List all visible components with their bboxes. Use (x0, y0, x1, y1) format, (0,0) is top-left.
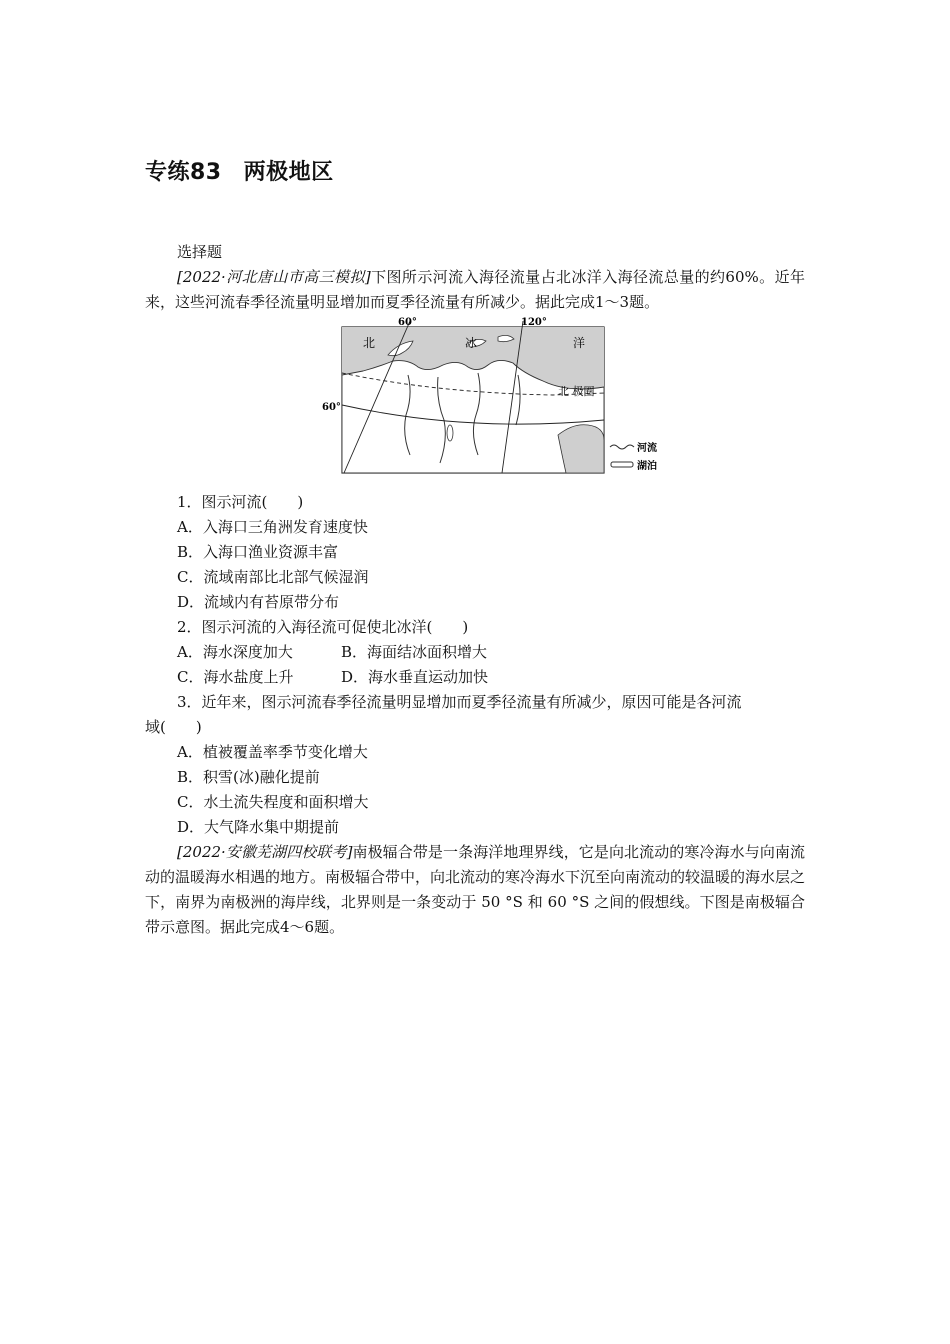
legend-river-symbol (610, 445, 634, 449)
q2-option-c: C．海水盐度上升 (177, 668, 294, 686)
question-2-stem: 2．图示河流的入海径流可促使北冰洋( ) (177, 618, 469, 636)
question-3-stem-line-1: 3．近年来，图示河流春季径流量明显增加而夏季径流量有所减少，原因可能是各河流 (177, 693, 742, 711)
section-label: 选择题 (177, 243, 223, 261)
q3-option-c: C．水土流失程度和面积增大 (177, 793, 369, 811)
q1-option-c: C．流域南部比北部气候湿润 (177, 568, 369, 586)
q3-option-b: B．积雪(冰)融化提前 (177, 768, 320, 786)
q2-option-b: B．海面结冰面积增大 (341, 643, 488, 661)
passage-1 (145, 265, 805, 315)
q3-option-a: A．植被覆盖率季节变化增大 (177, 743, 368, 761)
question-3-stem-line-2: 域( ) (145, 718, 202, 736)
ocean-label-3: 洋 (573, 336, 586, 350)
passage-2-source: [2022·安徽芜湖四校联考] (177, 843, 353, 861)
title-name: 两极地区 (243, 160, 334, 185)
ocean-label-2: 冰 (465, 336, 478, 350)
question-1-stem: 1．图示河流( ) (177, 493, 304, 511)
q2-options-row-2 (177, 665, 488, 690)
title-number: 专练83 (145, 160, 222, 185)
lat-label-60: 60° (322, 402, 341, 413)
q1-option-a: A．入海口三角洲发育速度快 (177, 518, 368, 536)
arctic-river-map (318, 315, 668, 480)
legend-lake-symbol (611, 462, 633, 467)
passage-2 (145, 840, 805, 940)
ocean-label-1: 北 (363, 336, 376, 350)
lon-label-60: 60° (398, 317, 417, 328)
legend-river-label: 河流 (637, 443, 657, 454)
passage-2-text: 南极辐合带是一条海洋地理界线，它是向北流动的寒冷海水与向南流动的温暖海水相遇的地方。南极辐合带中，向北流动的寒冷海水下沉至向南流动的较温暖的海水层之下，南界为南极洲的海岸线，北界则是一条变动于 50 °S 和 60 °S 之间的假想线。下图是南极辐合带示意图。据此完成4～6题。 (145, 843, 806, 936)
passage-1-source: [2022·河北唐山市高三模拟] (177, 268, 371, 286)
q1-option-d: D．流域内有苔原带分布 (177, 593, 340, 611)
map-svg (318, 315, 668, 480)
q3-option-d: D．大气降水集中期提前 (177, 818, 340, 836)
passage-1-text: 下图所示河流入海径流量占北冰洋入海径流总量的约60%。近年来，这些河流春季径流量明显增加而夏季径流量有所减少。据此完成1～3题。 (145, 268, 805, 311)
page-title (145, 155, 334, 186)
arctic-circle-label: 北 极圈 (558, 385, 595, 398)
lon-label-120: 120° (521, 317, 547, 328)
q2-options-row-1 (177, 640, 487, 665)
q2-option-a: A．海水深度加大 (177, 643, 293, 661)
sea-patch (558, 425, 604, 473)
q2-option-d: D．海水垂直运动加快 (341, 668, 489, 686)
q1-option-b: B．入海口渔业资源丰富 (177, 543, 339, 561)
lake (447, 425, 453, 441)
legend-lake-label: 湖泊 (637, 461, 657, 472)
